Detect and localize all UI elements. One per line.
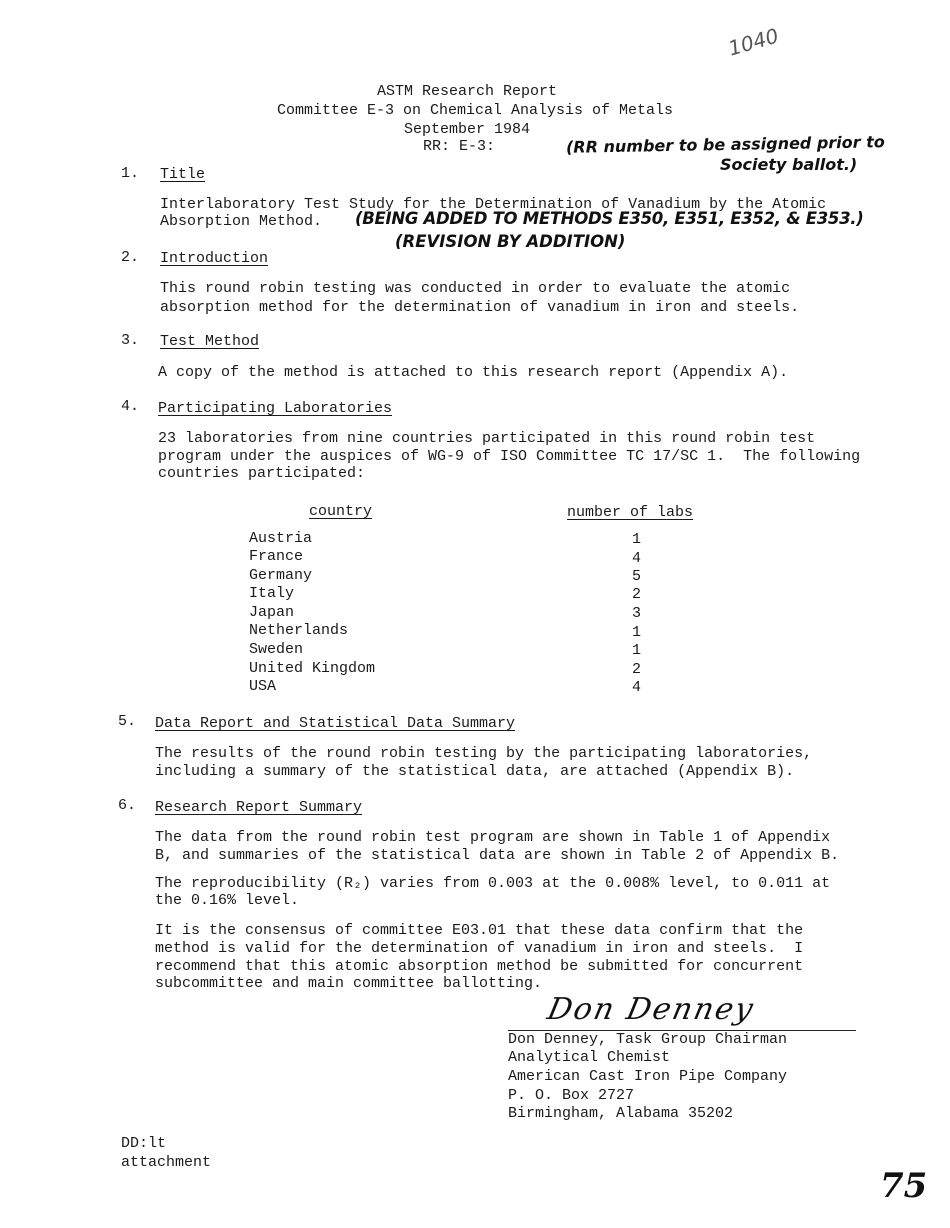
labs-cell: 5: [632, 568, 642, 585]
handwritten-page-number-top: 1040: [725, 23, 782, 61]
handwritten-rr-note-line2: Society ballot.): [720, 155, 858, 174]
country-cell: Germany: [249, 567, 313, 584]
table-row: [249, 604, 294, 621]
signatory-address-2: Birmingham, Alabama 35202: [508, 1105, 734, 1122]
labs-cell: 1: [632, 642, 642, 659]
report-date: September 1984: [403, 121, 531, 138]
section-6-p3-line-3: recommend that this atomic absorption method be submitted for concurrent: [155, 958, 804, 975]
country-cell: Sweden: [249, 641, 304, 658]
typist-initials: DD:lt: [121, 1135, 167, 1152]
table-header-labs: number of labs: [567, 504, 694, 521]
signatory-company: American Cast Iron Pipe Company: [508, 1068, 788, 1085]
labs-cell: 1: [632, 531, 642, 548]
table-row: [249, 660, 375, 677]
section-3-number: 3.: [121, 332, 140, 349]
labs-cell: 4: [632, 679, 642, 696]
section-6-p2-line-2: the 0.16% level.: [155, 892, 300, 909]
section-6-p2-line-1: The reproducibility (R₂) varies from 0.003 at the 0.008% level, to 0.011 at: [155, 875, 831, 892]
section-4-title: Participating Laboratories: [158, 400, 393, 417]
section-4-line-2: program under the auspices of WG-9 of ISO Committee TC 17/SC 1. The following: [158, 448, 861, 465]
table-row: [632, 531, 641, 548]
section-6-title: Research Report Summary: [155, 799, 363, 816]
attachment-note: attachment: [121, 1154, 212, 1171]
country-cell: France: [249, 548, 304, 565]
section-6-number: 6.: [118, 797, 137, 814]
section-6-p1-line-1: The data from the round robin test program are shown in Table 1 of Appendix: [155, 829, 831, 846]
table-row: [632, 679, 641, 696]
committee-name: Committee E-3 on Chemical Analysis of Metals: [276, 102, 674, 119]
section-6-p3-line-4: subcommittee and main committee ballotting.: [155, 975, 543, 992]
section-5-line-2: including a summary of the statistical data, are attached (Appendix B).: [155, 763, 795, 780]
table-row: [632, 586, 641, 603]
section-1-number: 1.: [121, 165, 140, 182]
report-type: ASTM Research Report: [376, 83, 558, 100]
table-row: [632, 568, 641, 585]
signatory-address-1: P. O. Box 2727: [508, 1087, 635, 1104]
signatory-title: Analytical Chemist: [508, 1049, 671, 1066]
section-5-number: 5.: [118, 713, 137, 730]
handwritten-rr-note-line1: (RR number to be assigned prior to: [565, 132, 885, 157]
country-cell: Italy: [249, 585, 295, 602]
table-row: [249, 567, 312, 584]
section-6-p3-line-2: method is valid for the determination of vanadium in iron and steels. I: [155, 940, 804, 957]
table-row: [249, 622, 348, 639]
section-4-line-1: 23 laboratories from nine countries participated in this round robin test: [158, 430, 816, 447]
section-3-line-1: A copy of the method is attached to this research report (Appendix A).: [158, 364, 789, 381]
section-6-p1-line-2: B, and summaries of the statistical data are shown in Table 2 of Appendix B.: [155, 847, 840, 864]
table-row: [249, 530, 312, 547]
section-4-number: 4.: [121, 398, 140, 415]
table-row: [632, 661, 641, 678]
handwritten-page-number-bottom: 75: [880, 1166, 928, 1206]
section-2-title: Introduction: [160, 250, 269, 267]
section-2-line-2: absorption method for the determination of vanadium in iron and steels.: [160, 299, 800, 316]
section-5-title: Data Report and Statistical Data Summary: [155, 715, 516, 732]
section-6-p3-line-1: It is the consensus of committee E03.01 that these data confirm that the: [155, 922, 804, 939]
handwritten-methods-note: (BEING ADDED TO METHODS E350, E351, E352, & E353.): [355, 209, 864, 228]
handwritten-revision-note: (REVISION BY ADDITION): [395, 232, 626, 251]
rr-number: RR: E-3:: [423, 138, 496, 155]
section-2-number: 2.: [121, 249, 140, 266]
handwritten-signature: Don Denney: [544, 992, 758, 1027]
table-row: [249, 641, 303, 658]
country-cell: Netherlands: [249, 622, 349, 639]
table-row: [249, 548, 303, 565]
table-row: [249, 678, 276, 695]
section-1-title: Title: [160, 166, 206, 183]
section-2-line-1: This round robin testing was conducted in order to evaluate the atomic: [160, 280, 791, 297]
table-header-country: country: [309, 503, 373, 520]
country-cell: Austria: [249, 530, 313, 547]
labs-cell: 3: [632, 605, 642, 622]
table-row: [632, 642, 641, 659]
signatory-name: Don Denney, Task Group Chairman: [508, 1031, 788, 1048]
country-cell: USA: [249, 678, 277, 695]
labs-cell: 2: [632, 661, 642, 678]
section-4-line-3: countries participated:: [158, 465, 366, 482]
labs-cell: 1: [632, 624, 642, 641]
table-row: [632, 624, 641, 641]
country-cell: Japan: [249, 604, 295, 621]
country-cell: United Kingdom: [249, 660, 376, 677]
table-row: [632, 550, 641, 567]
section-5-line-1: The results of the round robin testing by the participating laboratories,: [155, 745, 813, 762]
labs-cell: 2: [632, 586, 642, 603]
table-row: [632, 605, 641, 622]
section-1-line-2: Absorption Method.: [160, 213, 323, 230]
section-3-title: Test Method: [160, 333, 260, 350]
labs-cell: 4: [632, 550, 642, 567]
section-1-line-1: Interlaboratory Test Study for the Determination of Vanadium by the Atomic: [160, 196, 827, 213]
table-row: [249, 585, 294, 602]
